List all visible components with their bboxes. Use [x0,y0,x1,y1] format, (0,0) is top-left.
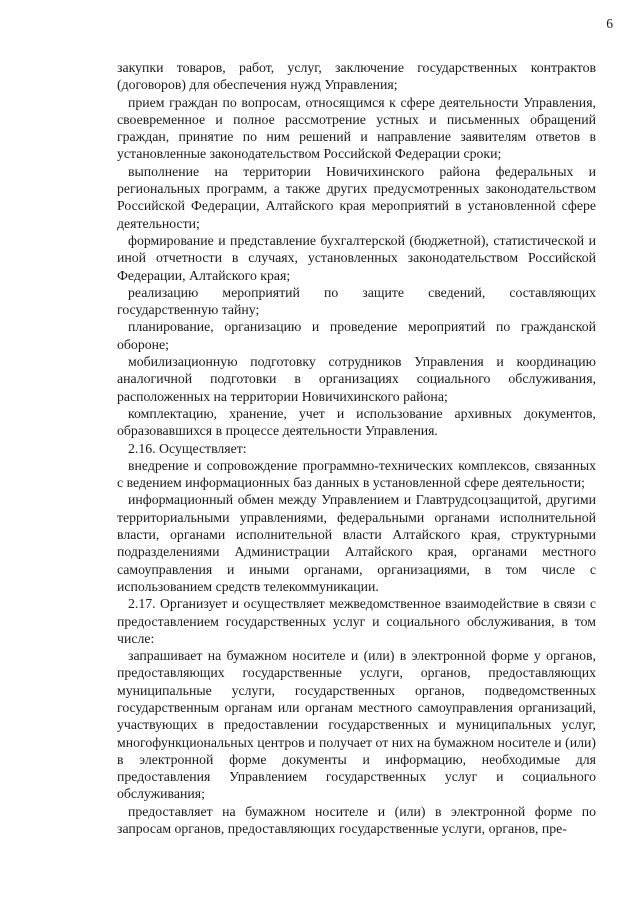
paragraph-provides-documents: предоставляет на бумажном носителе и (или) в электронной форме по запросам органов, предоставляющих государственные услуги, органов, пре- [117,803,596,837]
paragraph-citizen-reception: прием граждан по вопросам, относящимся к сфере деятельности Управления, своевременное и полное рассмотрение устных и письменных обращений граждан, принятие по ним решений и направление заявителям ответов в установленные законодательством Российской Федерации сроки; [117,94,596,162]
paragraph-state-secret: реализацию мероприятий по защите сведений, составляющих государственную тайну; [117,284,596,318]
paragraph-information-exchange: информационный обмен между Управлением и Главтрудсоцзащитой, другими территориальными управлениями, федеральными органами исполнительной власти, органами исполнительной власти Алтайского края, структурными подразделениями Администрации Алтайского края, органами местного самоуправления и иными органами, организациями, в том числе с использованием средств телекоммуникации. [117,492,596,594]
paragraph-requests-documents: запрашивает на бумажном носителе и (или) в электронной форме у органов, предоставляющих государственные услуги, органов, предоставляющих муниципальные услуги, государственных органов, подведомственных государственным органам или органам местного самоуправления организаций, участвующих в предоставлении государственных и муниципальных услуг, многофункциональных центров и получает от них на бумажном носителе и (или) в электронной форме документы и информацию, необходимые для предоставления Управлением государственных услуг и социального обслуживания; [117,648,596,802]
section-2-16-heading: 2.16. Осуществляет: [128,440,247,456]
paragraph-archives: комплектацию, хранение, учет и использование архивных документов, образовавшихся в процессе деятельности Управления. [117,405,596,439]
paragraph-mobilization: мобилизационную подготовку сотрудников Управления и координацию аналогичной подготовки в организациях социального обслуживания, расположенных на территории Новичихинского района; [117,354,596,404]
section-2-17-heading: 2.17. Организует и осуществляет межведомственное взаимодействие в связи с предоставлением государственных услуг и социального обслуживания, в том числе: [117,596,596,646]
paragraph-civil-defense: планирование, организацию и проведение мероприятий по гражданской обороне; [117,319,596,352]
page-number: 6 [606,16,613,31]
paragraph-software-systems: внедрение и сопровождение программно-технических комплексов, связанных с ведением информационных баз данных в установленной сфере деятельности; [117,457,596,491]
document-body [117,59,596,837]
paragraph-procurement: закупки товаров, работ, услуг, заключение государственных контрактов (договоров) для обеспечения нужд Управления; [117,60,596,93]
paragraph-program-implementation: выполнение на территории Новичихинского района федеральных и региональных программ, а также других предусмотренных законодательством Российской Федерации, Алтайского края мероприятий в установленной сфере деятельности; [117,163,596,231]
paragraph-reporting: формирование и представление бухгалтерской (бюджетной), статистической и иной отчетности в случаях, установленных законодательством Российской Федерации, Алтайского края; [117,232,596,283]
